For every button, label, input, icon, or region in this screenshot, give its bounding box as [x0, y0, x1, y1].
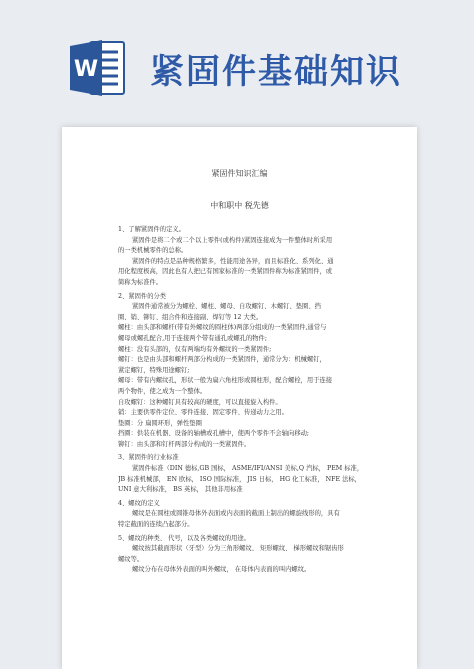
document-line: 简称为标准件。	[118, 278, 163, 286]
document-line: 特定截面的连续凸起部分。	[118, 521, 194, 529]
document-line: 5、螺纹的种类、 代号，以及各类螺纹的用途。	[118, 534, 250, 542]
document-line: 紧定螺钉，特殊用途螺钉;	[118, 366, 190, 374]
document-line: 紧固件的特点是品种规格繁多，性能用途各异，而且标准化、系列化、通	[132, 257, 334, 265]
document-line: 3、紧固件的行业标准	[118, 454, 179, 462]
word-icon-letter: W	[73, 57, 99, 82]
document-line: 紧固件是将二个或二个以上零件(或构件)紧固连接成为一件整体时所采用	[132, 236, 333, 244]
document-line: JB 标准机械部， EN 欧标， ISO 国际标准， JIS 日标， HG 化工标准， NFE 法标，	[118, 475, 361, 483]
document-line: 4、螺纹的定义	[118, 499, 160, 507]
document-line: 螺母或螺孔配合,用于连接两个带有通孔或螺孔的物件;	[118, 334, 267, 342]
document-line: 的一类机械零件的总称。	[118, 247, 188, 255]
document-title: 紧固件知识汇编	[211, 169, 268, 178]
document-line: 销：主要供零件定位、零件连接、固定零件、传递动力之用。	[118, 409, 289, 417]
document-line: 圈、销、铆钉、组合件和连接副、焊钉等 12 大类。	[118, 313, 263, 321]
document-line: 自攻螺钉：这种螺钉具有较高的硬度，可以直接旋入构件。	[118, 398, 282, 406]
document-line: 用化程度极高，因此也有人把已有国家标准的一类紧固件称为标准紧固件，或	[118, 268, 333, 276]
document-line: 铆钉：由头部和钉杆两部分构成的一类紧固件。	[118, 440, 251, 448]
document-line: 紧固件通常被分为螺栓、螺柱、螺母、自攻螺钉、木螺钉、垫圈、挡	[132, 303, 321, 311]
document-line: 螺纹按其截面形状（牙型）分为三角形螺纹、 矩形螺纹、 梯形螺纹和锯齿形	[132, 545, 344, 553]
document-author: 中和职中 税先德	[210, 201, 269, 210]
document-body	[118, 222, 376, 576]
document-line: 螺纹等。	[118, 555, 144, 563]
word-icon	[68, 36, 128, 100]
document-line: 螺钉：也是由头部和螺杆两部分构成的一类紧固件，通常分为：机械螺钉，	[118, 356, 326, 364]
document-line: 挡圈：供装在机器、设备的轴槽或孔槽中，使两个零件不会轴向移动;	[118, 430, 310, 438]
document-line: 两个物件，使之成为一个整体。	[118, 387, 207, 395]
banner-title: 紧固件基础知识	[150, 52, 402, 92]
document-line: UNI 意大利标准， BS 英标， 其他非用标准	[118, 486, 243, 494]
document-page	[62, 127, 417, 669]
document-line: 螺纹分布在母体外表面的叫外螺纹， 在母体内表面的叫内螺纹。	[132, 566, 311, 574]
document-line: 螺纹是在圆柱或圆锥母体外表面或内表面的截面上制出的螺旋线形的，具有	[132, 510, 340, 518]
document-line: 2、紧固件的分类	[118, 292, 167, 300]
document-line: 螺母：带有内螺纹孔，形状一般为扁六角柱形或圆柱形，配合螺栓，用于连接	[118, 377, 333, 385]
document-line: 垫圈：分 扁圆环形，弹性垫圈	[118, 419, 202, 427]
document-line: 紧固件标准（DIN 德标,GB 国标， ASME/IFI/ANSI 美标,Q 汽标， PEM 标准，	[132, 465, 364, 473]
document-banner	[0, 0, 474, 128]
document-line: 螺柱：由头部和螺杆(带有外螺纹的圆柱体)两部分组成的一类紧固件,通常与	[118, 324, 327, 332]
document-line: 螺柱：没有头部的，仅有两端均有外螺纹的一类紧固件;	[118, 345, 272, 353]
document-line: 1、了解紧固件的定义。	[118, 226, 185, 233]
